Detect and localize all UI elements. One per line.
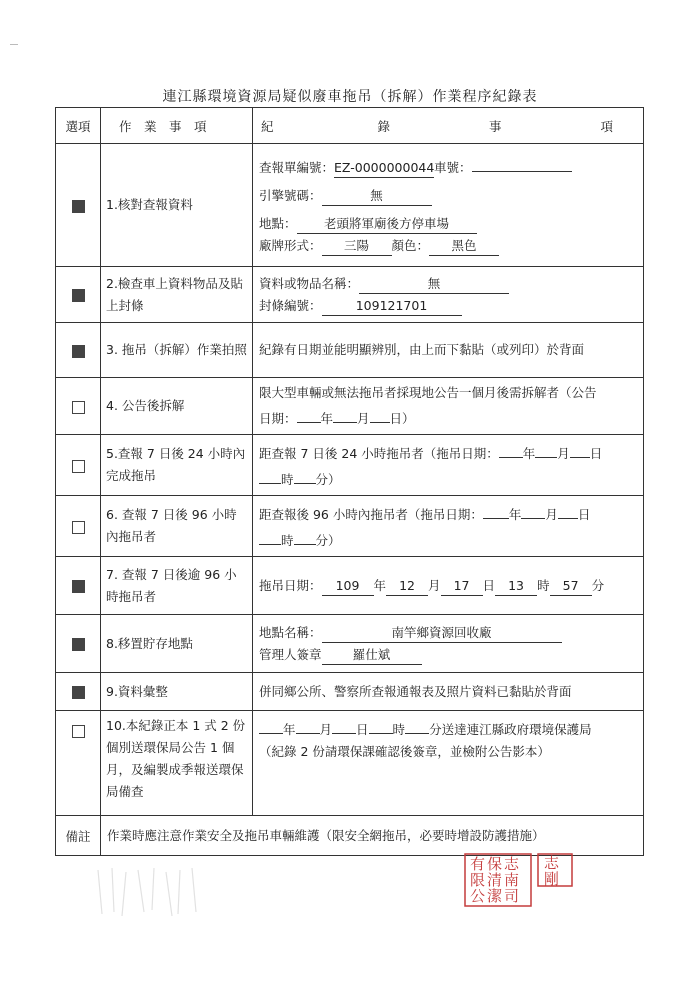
form-title: 連江縣環境資源局疑似廢車拖吊（拆解）作業程序紀錄表 — [162, 89, 538, 105]
blank-field[interactable] — [259, 715, 283, 734]
item-label: 4. 公告後拆解 — [101, 378, 253, 435]
seal-number: 109121701 — [322, 297, 462, 316]
blank-field[interactable] — [405, 715, 429, 734]
table-row — [56, 557, 644, 615]
unit-label: 月 — [557, 446, 570, 461]
blank-field[interactable] — [259, 526, 281, 545]
unit-label: 年 — [320, 411, 334, 426]
blank-field[interactable] — [369, 715, 393, 734]
unit-label: 日 — [577, 507, 591, 522]
header-record — [253, 108, 644, 144]
item-label: 2.檢查車上資料物品及貼上封條 — [101, 267, 253, 323]
unit-label: 日） — [389, 411, 415, 426]
unit-label: 年 — [508, 507, 522, 522]
unit-label: 時 — [281, 533, 294, 548]
checkbox[interactable] — [72, 345, 85, 358]
record-text: 限大型車輛或無法拖吊者採現地公告一個月後需拆解者（公告 — [259, 385, 597, 400]
unit-label: 月 — [319, 722, 333, 737]
checkbox[interactable] — [72, 401, 85, 414]
blank-field[interactable] — [499, 439, 523, 458]
blank-field[interactable] — [483, 500, 509, 519]
report-number: EZ-0000000044 — [334, 159, 434, 178]
header-record-char: 事 — [489, 118, 502, 134]
note-label: 備註 — [56, 816, 101, 856]
unit-label: 日 — [589, 446, 603, 461]
checkbox[interactable] — [72, 686, 85, 699]
unit-label: 分） — [315, 472, 341, 487]
note-text: 作業時應注意作業安全及拖吊車輛維護（限安全網拖吊，必要時增設防護措施） — [101, 816, 644, 856]
tow-month: 12 — [386, 577, 428, 596]
tow-year: 109 — [322, 577, 374, 596]
header-record-char: 項 — [600, 118, 614, 134]
header-row — [56, 108, 644, 144]
unit-label: 年 — [283, 722, 296, 737]
seal-text: 有保志限清南公潔司 — [470, 855, 522, 905]
blank-field[interactable] — [521, 500, 545, 519]
table-row — [56, 378, 644, 435]
field-label: 車號： — [434, 160, 472, 175]
table-row — [56, 711, 644, 816]
field-label: 引擎號碼： — [259, 188, 322, 203]
blank-field[interactable] — [333, 404, 357, 423]
checkbox[interactable] — [72, 289, 85, 302]
table-row — [56, 496, 644, 557]
table-row — [56, 267, 644, 323]
tow-minute: 57 — [550, 577, 592, 596]
item-name: 無 — [359, 275, 509, 294]
storage-location: 南竿鄉資源回收廠 — [322, 624, 562, 643]
blank-field[interactable] — [294, 465, 316, 484]
field-label: 顏色： — [391, 238, 430, 253]
unit-label: 日 — [356, 722, 369, 737]
record-text: 日期： — [259, 411, 297, 426]
tow-day: 17 — [441, 577, 483, 596]
unit-label: 分 — [591, 577, 605, 593]
unit-label: 月 — [428, 577, 441, 593]
checkbox[interactable] — [72, 725, 85, 738]
table-row — [56, 435, 644, 496]
record-table — [55, 107, 644, 856]
item-label: 8.移置貯存地點 — [101, 615, 253, 673]
blank-field[interactable] — [294, 526, 316, 545]
table-row — [56, 673, 644, 711]
field-label: 地點： — [259, 216, 297, 231]
company-seal — [462, 852, 580, 908]
unit-label: 時 — [537, 577, 550, 593]
location: 老頭將軍廟後方停車場 — [297, 215, 477, 234]
unit-label: 月 — [545, 507, 558, 522]
tow-hour: 13 — [495, 577, 537, 596]
checkbox[interactable] — [72, 200, 85, 213]
checkbox[interactable] — [72, 580, 85, 593]
item-label: 1.核對查報資料 — [101, 144, 253, 267]
item-label: 3. 拖吊（拆解）作業拍照 — [101, 323, 253, 378]
field-label: 拖吊日期： — [259, 577, 322, 593]
checkbox[interactable] — [72, 638, 85, 651]
faded-stamp — [92, 862, 210, 920]
table-row — [56, 615, 644, 673]
field-label: 廠牌形式： — [259, 238, 322, 253]
record-text: （紀錄 2 份請環保課確認後簽章，並檢附公告影本） — [259, 744, 550, 759]
checkbox[interactable] — [72, 460, 85, 473]
blank-field[interactable] — [558, 500, 578, 519]
note-row — [56, 816, 644, 856]
blank-field[interactable] — [296, 715, 320, 734]
record-text: 分送達連江縣政府環境保護局 — [429, 722, 592, 737]
field-label: 查報單編號： — [259, 160, 335, 175]
unit-label: 分） — [315, 533, 341, 548]
item-label: 10.本紀錄正本 1 式 2 份個別送環保局公告 1 個月，及編製成季報送環保局備查 — [101, 711, 253, 816]
unit-label: 年 — [373, 577, 387, 593]
unit-label: 日 — [482, 577, 496, 593]
manager-signature: 羅仕斌 — [322, 646, 422, 665]
record-text: 距查報後 96 小時內拖吊者（拖吊日期： — [259, 507, 483, 522]
header-record-char: 錄 — [377, 118, 391, 134]
unit-label: 年 — [522, 446, 536, 461]
blank-field[interactable] — [570, 439, 590, 458]
unit-label: 時 — [281, 472, 294, 487]
blank-field[interactable] — [370, 404, 390, 423]
unit-label: 時 — [392, 722, 406, 737]
record-text: 併同鄉公所、警察所查報通報表及照片資料已黏貼於背面 — [253, 673, 644, 711]
record-text: 距查報 7 日後 24 小時拖吊者（拖吊日期： — [259, 446, 499, 461]
header-record-char: 紀 — [261, 118, 274, 134]
field-label: 封條編號： — [259, 297, 322, 313]
blank-field[interactable] — [535, 439, 557, 458]
blank-field[interactable] — [297, 404, 321, 423]
plate-number — [472, 153, 572, 172]
unit-label: 月 — [357, 411, 370, 426]
item-label: 6. 查報 7 日後 96 小時內拖吊者 — [101, 496, 253, 557]
field-label: 管理人簽章 — [259, 646, 322, 662]
blank-field[interactable] — [259, 465, 281, 484]
color: 黑色 — [429, 237, 499, 256]
staple-mark — [10, 44, 18, 49]
item-label: 5.查報 7 日後 24 小時內完成拖吊 — [101, 435, 253, 496]
item-label: 9.資料彙整 — [101, 673, 253, 711]
item-label: 7. 查報 7 日後逾 96 小時拖吊者 — [101, 557, 253, 615]
header-items: 作 業 事 項 — [101, 108, 253, 144]
table-row — [56, 323, 644, 378]
brand: 三陽 — [322, 237, 392, 256]
header-option: 選項 — [56, 108, 101, 144]
field-label: 資料或物品名稱： — [259, 275, 360, 291]
table-row — [56, 144, 644, 267]
checkbox[interactable] — [72, 521, 85, 534]
engine-number: 無 — [322, 187, 432, 206]
field-label: 地點名稱： — [259, 624, 322, 640]
seal-text: 志剛 — [544, 854, 561, 888]
blank-field[interactable] — [332, 715, 356, 734]
record-text: 紀錄有日期並能明顯辨別，由上而下黏貼（或列印）於背面 — [253, 323, 644, 378]
